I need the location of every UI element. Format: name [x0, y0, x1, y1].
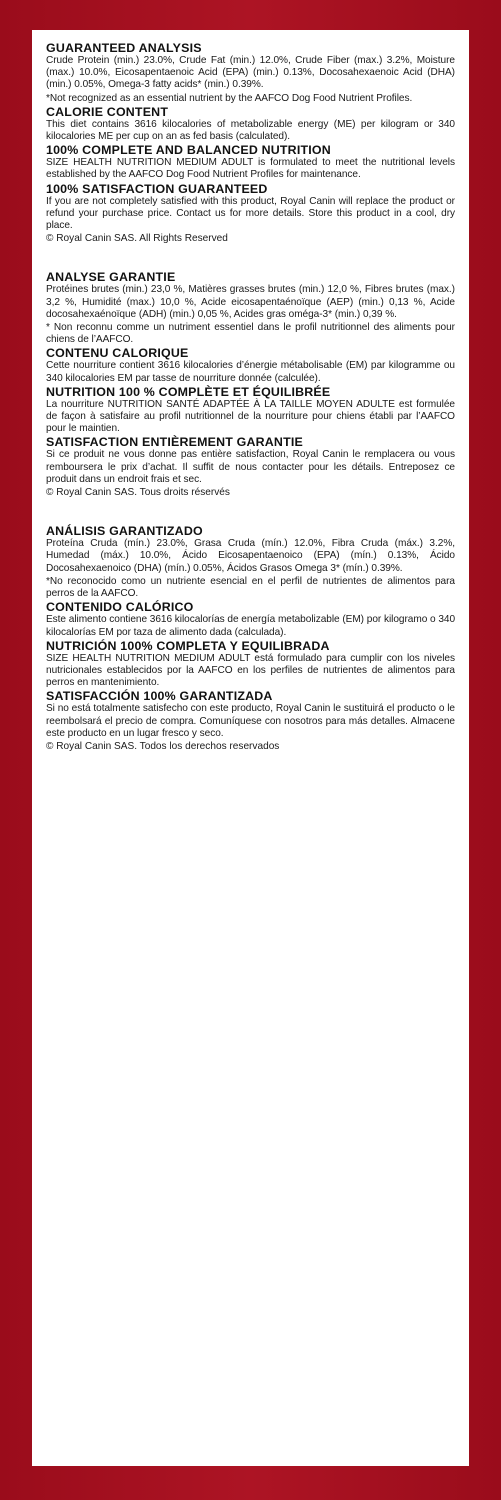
nutrition-complete-heading: NUTRITION 100 % COMPLÈTE ET ÉQUILIBRÉE — [46, 384, 331, 399]
nutricion-completa-text: SIZE HEALTH NUTRITION MEDIUM ADULT está formulado para cumplir con los niveles nutricionales establecidos por la AAFCO en los perfiles de nutrientes de alimentos para perros en mantenimiento. — [46, 652, 455, 689]
guaranteed-analysis-note: *Not recognized as an essential nutrient by the AAFCO Dog Food Nutrient Profiles. — [46, 92, 413, 104]
guaranteed-analysis-heading: GUARANTEED ANALYSIS — [46, 41, 202, 55]
analisis-garantizado-note: *No reconocido como un nutriente esencial en el perfil de nutrientes de alimentos para perros de la AAFCO. — [46, 575, 455, 600]
spanish-copyright-text: © Royal Canin SAS. Todos los derechos reservados — [46, 740, 280, 752]
complete-nutrition-heading: 100% COMPLETE AND BALANCED NUTRITION — [46, 143, 331, 158]
analyse-garantie-note: * Non reconnu comme un nutriment essentiel dans le profil nutritionnel des aliments pour chiens de l’AAFCO. — [46, 322, 455, 346]
calorie-content-text: This diet contains 3616 kilocalories of metabolizable energy (ME) per kilogram or 340 kilocalories ME per cup on an as fed basis (calculated). — [46, 118, 455, 143]
copyright-text: © Royal Canin SAS. All Rights Reserved — [46, 233, 228, 245]
analisis-garantizado-heading: ANÁLISIS GARANTIZADO — [46, 524, 203, 539]
analisis-garantizado-text: Proteína Cruda (mín.) 23.0%, Grasa Cruda (mín.) 12.0%, Fibra Cruda (máx.) 3.2%, Humedad (máx.) 10.0%, Ácido Eicosapentaenoico (EPA) (mín.) 0.13%, Ácido Docosahexaenoico (DHA) (mín.) 0.05%, Ácidos Grasos Omega 3* (mín.) 0.39%. — [46, 538, 455, 574]
nutricion-completa-heading: NUTRICIÓN 100% COMPLETA Y EQUILIBRADA — [46, 638, 330, 653]
satisfaccion-garantizada-heading: SATISFACCIÓN 100% GARANTIZADA — [46, 689, 273, 704]
guaranteed-analysis-text: Crude Protein (min.) 23.0%, Crude Fat (min.) 12.0%, Crude Fiber (max.) 3.2%, Moisture (max.) 10.0%, Eicosapentaenoic Acid (EPA) (min.) 0.13%, Docosahexaenoic Acid (DHA) (min.) 0.05%, Omega-3 fatty acids* (min.) 0.39%. — [46, 55, 455, 91]
nutrition-complete-text: La nourriture NUTRITION SANTÉ ADAPTÉE À LA TAILLE MOYEN ADULTE est formulée de façon à satisfaire au profil nutritionnel de la nourriture pour chiens établi par l’AAFCO pour le maintien. — [46, 398, 455, 435]
satisfaction-heading: 100% SATISFACTION GUARANTEED — [46, 181, 268, 196]
french-section — [46, 271, 455, 499]
contenu-calorique-text: Cette nourriture contient 3616 kilocalories d’énergie métabolisable (EM) par kilogramme ou 340 kilocalories EM par tasse de nourriture donnée (calculée). — [46, 360, 455, 384]
french-copyright-text: © Royal Canin SAS. Tous droits réservés — [46, 487, 230, 499]
contenido-calorico-heading: CONTENIDO CALÓRICO — [46, 600, 194, 615]
complete-nutrition-text: SIZE HEALTH NUTRITION MEDIUM ADULT is formulated to meet the nutritional levels established by the AAFCO Dog Food Nutrient Profiles for maintenance. — [46, 157, 455, 181]
spanish-section — [46, 525, 455, 753]
analyse-garantie-heading: ANALYSE GARANTIE — [46, 270, 176, 285]
english-section — [46, 42, 455, 245]
label-content — [46, 42, 455, 753]
analyse-garantie-text: Protéines brutes (min.) 23,0 %, Matières grasses brutes (min.) 12,0 %, Fibres brutes (max.) 3,2 %, Humidité (max.) 10,0 %, Acide eicosapentaénoïque (AEP) (min.) 0,13 %, Acide docosahexaénoïque (ADH) (min.) 0,05 %, Acides gras oméga-3* (min.) 0,39 %. — [46, 284, 455, 320]
calorie-content-heading: CALORIE CONTENT — [46, 104, 169, 119]
satisfaccion-garantizada-text: Si no está totalmente satisfecho con este producto, Royal Canin le sustituirá el producto o le reembolsará el precio de compra. Comuníquese con nosotros para más detalles. Almacene este producto en un lugar fresco y seco. — [46, 703, 455, 739]
satisfaction-garantie-text: Si ce produit ne vous donne pas entière satisfaction, Royal Canin le remplacera ou vous remboursera le prix d’achat. Il suffit de nous contacter pour les détails. Entreposez ce produit dans un endroit frais et sec. — [46, 449, 455, 485]
satisfaction-text: If you are not completely satisfied with this product, Royal Canin will replace the product or refund your purchase price. Contact us for more details. Store this product in a cool, dry place. — [46, 195, 455, 232]
contenu-calorique-heading: CONTENU CALORIQUE — [46, 346, 189, 361]
contenido-calorico-text: Este alimento contiene 3616 kilocalorías de energía metabolizable (EM) por kilogramo o 340 kilocalorías EM por taza de alimento dada (calculada). — [46, 614, 456, 638]
label-panel — [32, 30, 469, 1466]
satisfaction-garantie-heading: SATISFACTION ENTIÈREMENT GARANTIE — [46, 435, 303, 450]
